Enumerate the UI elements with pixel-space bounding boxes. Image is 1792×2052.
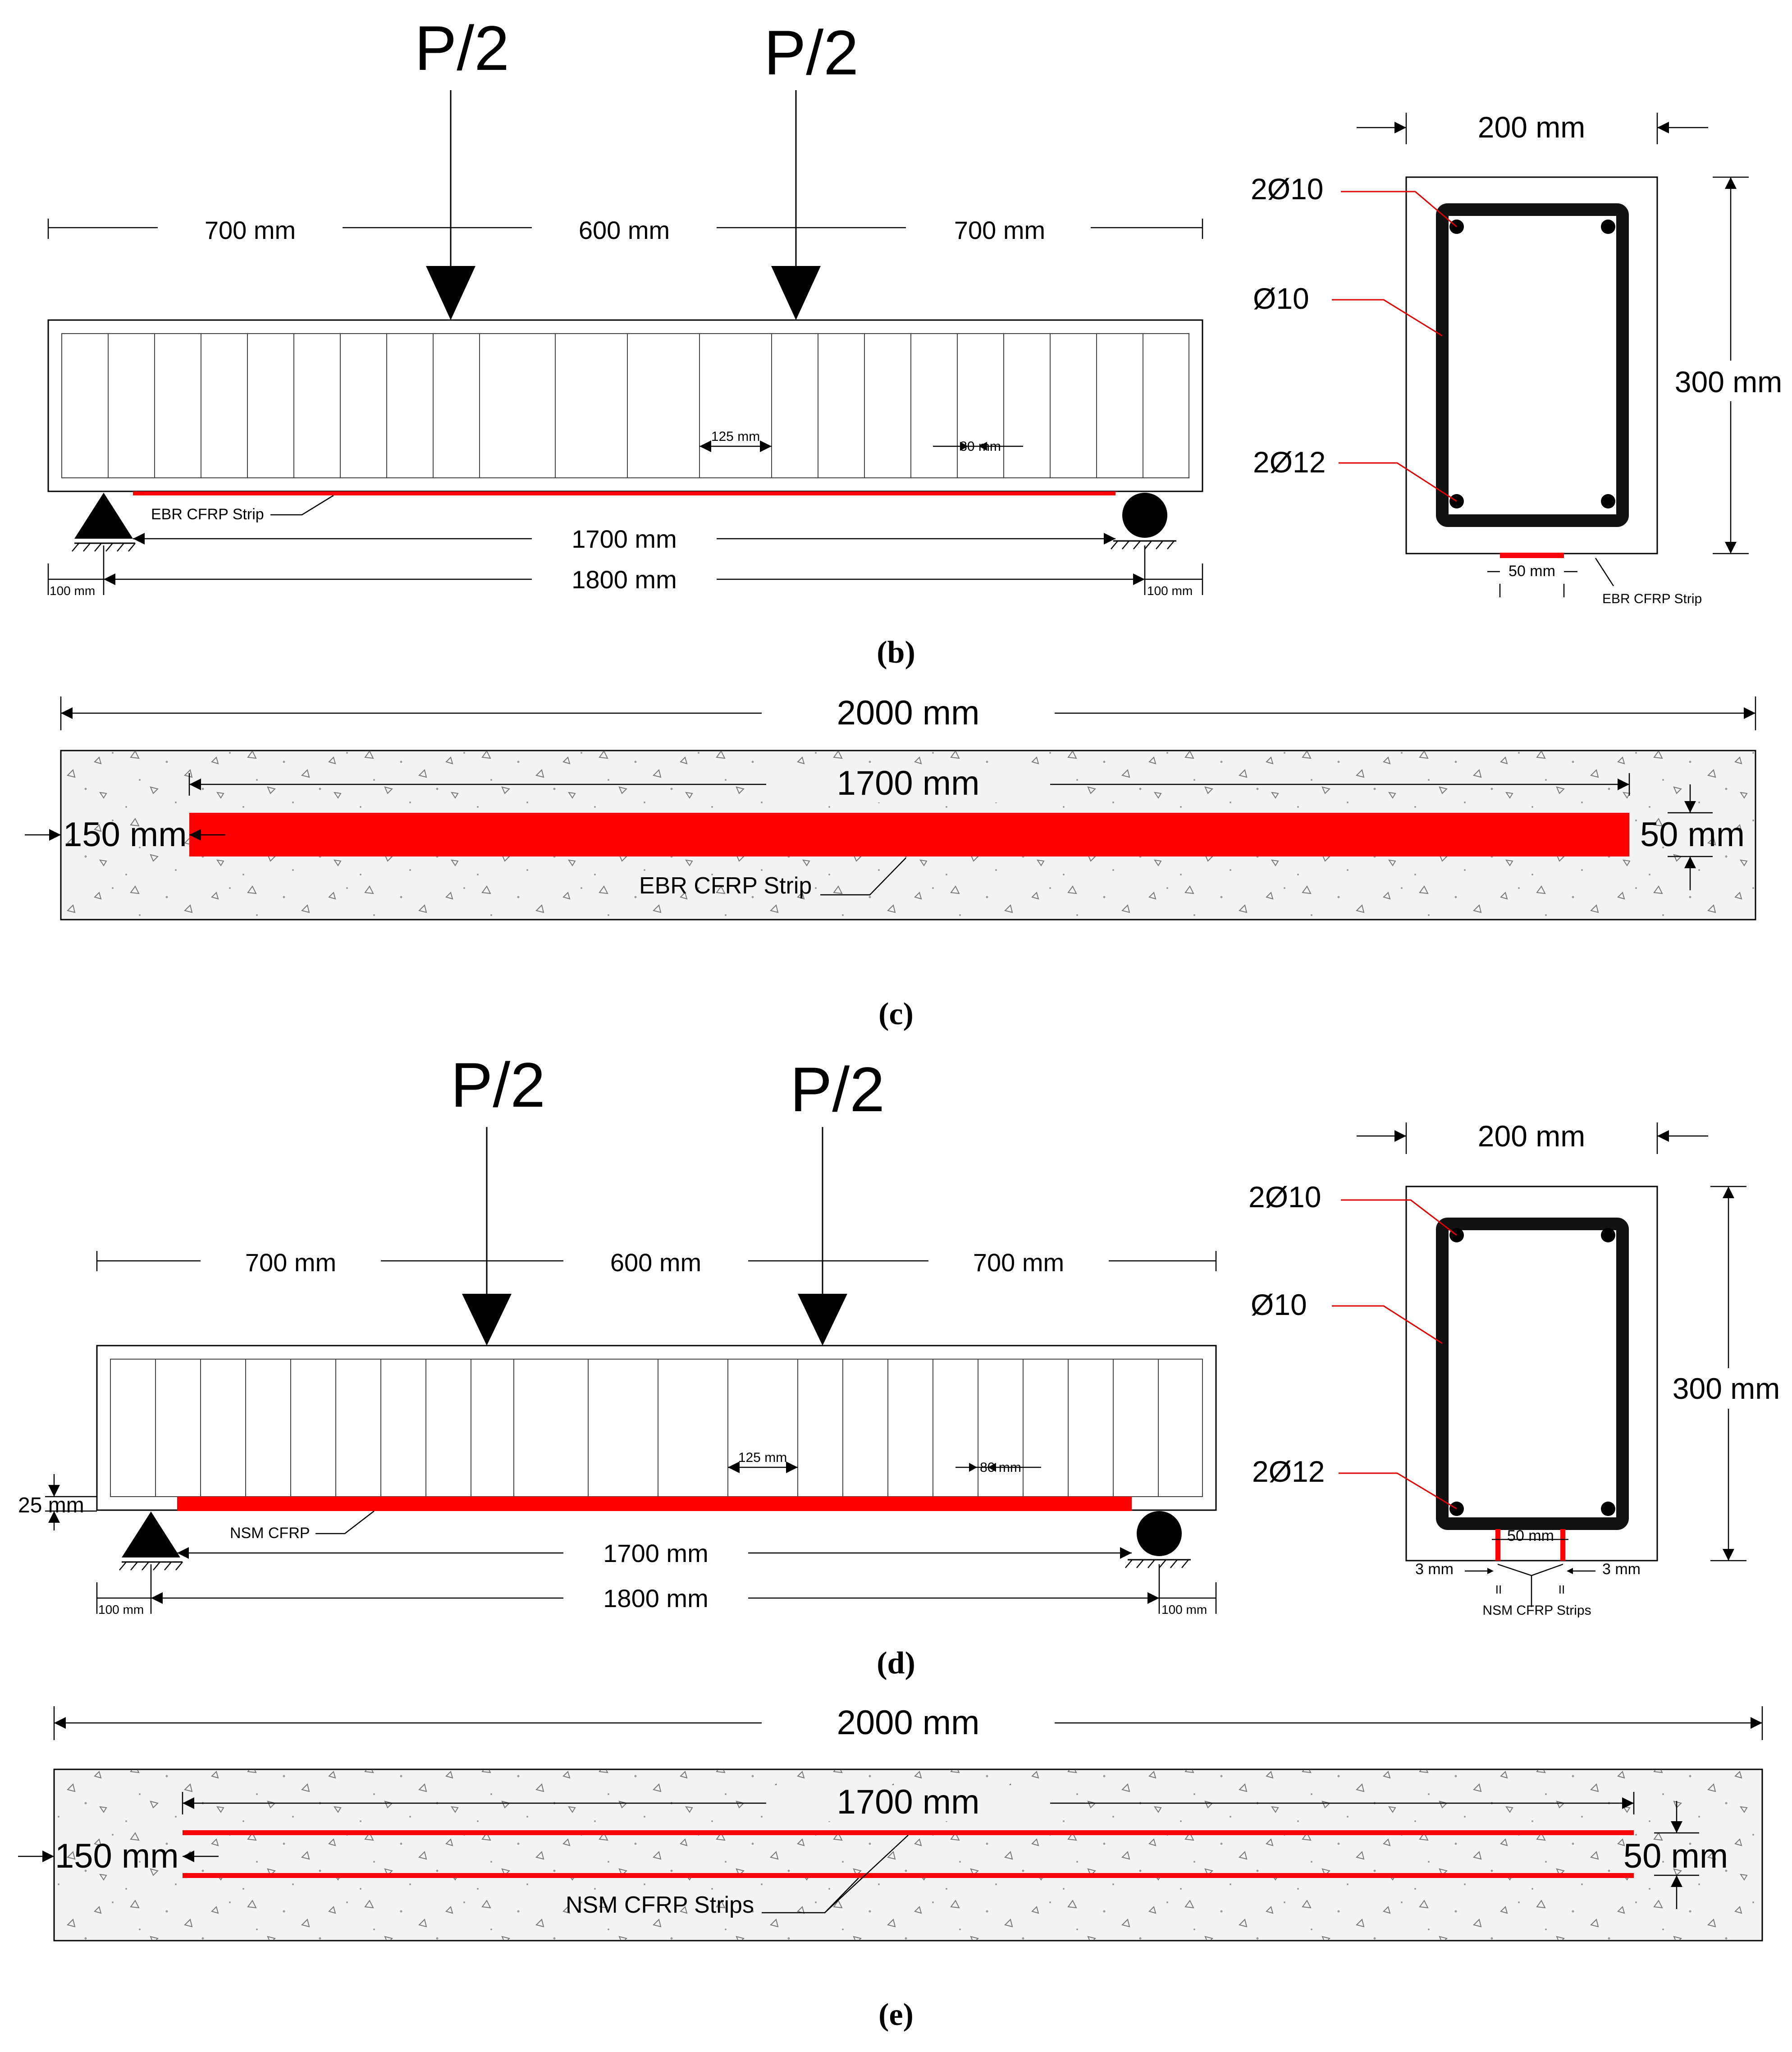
stirrup-label-d: Ø10	[1251, 1288, 1307, 1321]
beam-elevation-b	[48, 320, 1202, 491]
cross-section-b	[1332, 113, 1792, 597]
load-arrow-right-d	[798, 1127, 847, 1346]
load-label-right-d: P/2	[790, 1054, 885, 1125]
section-strip-label-d: NSM CFRP Strips	[1482, 1603, 1591, 1618]
caption-b: (b)	[877, 635, 915, 670]
top-bars-label-d: 2Ø10	[1248, 1180, 1321, 1214]
ebr-strip-label-b: EBR CFRP Strip	[151, 506, 264, 523]
span-left-label-d: 700 mm	[245, 1248, 337, 1277]
bottom-bars-label-b: 2Ø12	[1253, 445, 1326, 479]
roller-support-d	[1125, 1511, 1191, 1568]
groove-mark-left-d: II	[1495, 1583, 1502, 1596]
stirrup-spacing-a-b: 125 mm	[711, 429, 760, 444]
ebr-strip-label-c: EBR CFRP Strip	[639, 873, 812, 899]
roller-support-b	[1111, 493, 1176, 549]
stirrup-label-b: Ø10	[1253, 282, 1309, 315]
pin-support-b	[72, 493, 135, 551]
span-left-label-b: 700 mm	[204, 216, 296, 244]
groove-right-label-d: 3 mm	[1602, 1561, 1641, 1578]
section-strip-width-label-b: 50 mm	[1509, 563, 1555, 580]
panel-b	[48, 13, 1792, 670]
nsm-strip-plan-bottom-e	[183, 1873, 1634, 1878]
groove-left-label-d: 3 mm	[1415, 1561, 1454, 1578]
nsm-strip-label-d: NSM CFRP	[230, 1525, 310, 1542]
support-span-label-b: 1800 mm	[571, 565, 677, 594]
section-height-label-d: 300 mm	[1672, 1372, 1780, 1405]
cross-section-d	[1332, 1122, 1792, 1607]
top-bars-label-b: 2Ø10	[1251, 172, 1324, 206]
panel-d	[18, 1049, 1792, 1681]
section-width-label-b: 200 mm	[1477, 110, 1586, 144]
beam-elevation-d	[97, 1346, 1216, 1510]
ebr-strip-plan-c	[189, 813, 1629, 857]
support-span-label-d: 1800 mm	[603, 1584, 709, 1612]
nsm-strip-label-e: NSM CFRP Strips	[566, 1892, 754, 1918]
load-label-left-d: P/2	[450, 1049, 546, 1120]
load-arrow-left-b	[426, 90, 475, 320]
strip-length-label-c: 1700 mm	[837, 764, 980, 802]
caption-c: (c)	[878, 997, 914, 1031]
strip-spacing-label-e: 50 mm	[1623, 1837, 1728, 1875]
edge-offset-label-c: 150 mm	[63, 815, 187, 854]
strip-length-label-b: 1700 mm	[571, 525, 677, 553]
strip-width-label-c: 50 mm	[1640, 815, 1745, 854]
total-length-label-c: 2000 mm	[837, 694, 980, 732]
load-arrow-left-d	[462, 1127, 512, 1346]
strip-length-label-d: 1700 mm	[603, 1539, 709, 1567]
stirrup-spacing-a-d: 125 mm	[738, 1450, 787, 1465]
nsm-strip-elevation-d	[177, 1497, 1132, 1511]
stirrup-spacing-b-d: 80 mm	[980, 1460, 1021, 1475]
section-width-label-d: 200 mm	[1477, 1119, 1586, 1153]
section-strip-spacing-label-d: 50 mm	[1507, 1527, 1554, 1544]
overhang-left-label-d: 100 mm	[98, 1603, 144, 1617]
span-mid-label-b: 600 mm	[578, 216, 670, 244]
pin-support-d	[119, 1512, 183, 1570]
span-right-label-d: 700 mm	[973, 1248, 1065, 1277]
ebr-strip-elevation-b	[133, 491, 1115, 495]
stirrup-spacing-b-b: 80 mm	[960, 439, 1001, 454]
bottom-bars-label-d: 2Ø12	[1252, 1455, 1325, 1488]
strip-length-label-e: 1700 mm	[837, 1783, 980, 1821]
caption-d: (d)	[877, 1646, 915, 1681]
load-label-left-b: P/2	[414, 13, 510, 83]
total-length-label-e: 2000 mm	[837, 1704, 980, 1742]
groove-mark-right-d: II	[1558, 1583, 1565, 1596]
overhang-right-label-d: 100 mm	[1161, 1603, 1207, 1617]
panel-c	[25, 692, 1755, 1031]
section-strip-label-b: EBR CFRP Strip	[1602, 591, 1702, 606]
span-right-label-b: 700 mm	[954, 216, 1046, 244]
load-label-right-b: P/2	[763, 17, 859, 88]
nsm-strip-plan-top-e	[183, 1830, 1634, 1835]
caption-e: (e)	[878, 1997, 914, 2032]
span-mid-label-d: 600 mm	[610, 1248, 702, 1277]
overhang-left-label-b: 100 mm	[50, 584, 96, 598]
section-height-label-b: 300 mm	[1674, 365, 1783, 398]
edge-offset-label-e: 150 mm	[55, 1837, 179, 1875]
groove-depth-label-d: 25 mm	[18, 1493, 84, 1517]
panel-e	[18, 1702, 1762, 2032]
load-arrow-right-b	[771, 90, 821, 320]
overhang-right-label-b: 100 mm	[1147, 584, 1193, 598]
